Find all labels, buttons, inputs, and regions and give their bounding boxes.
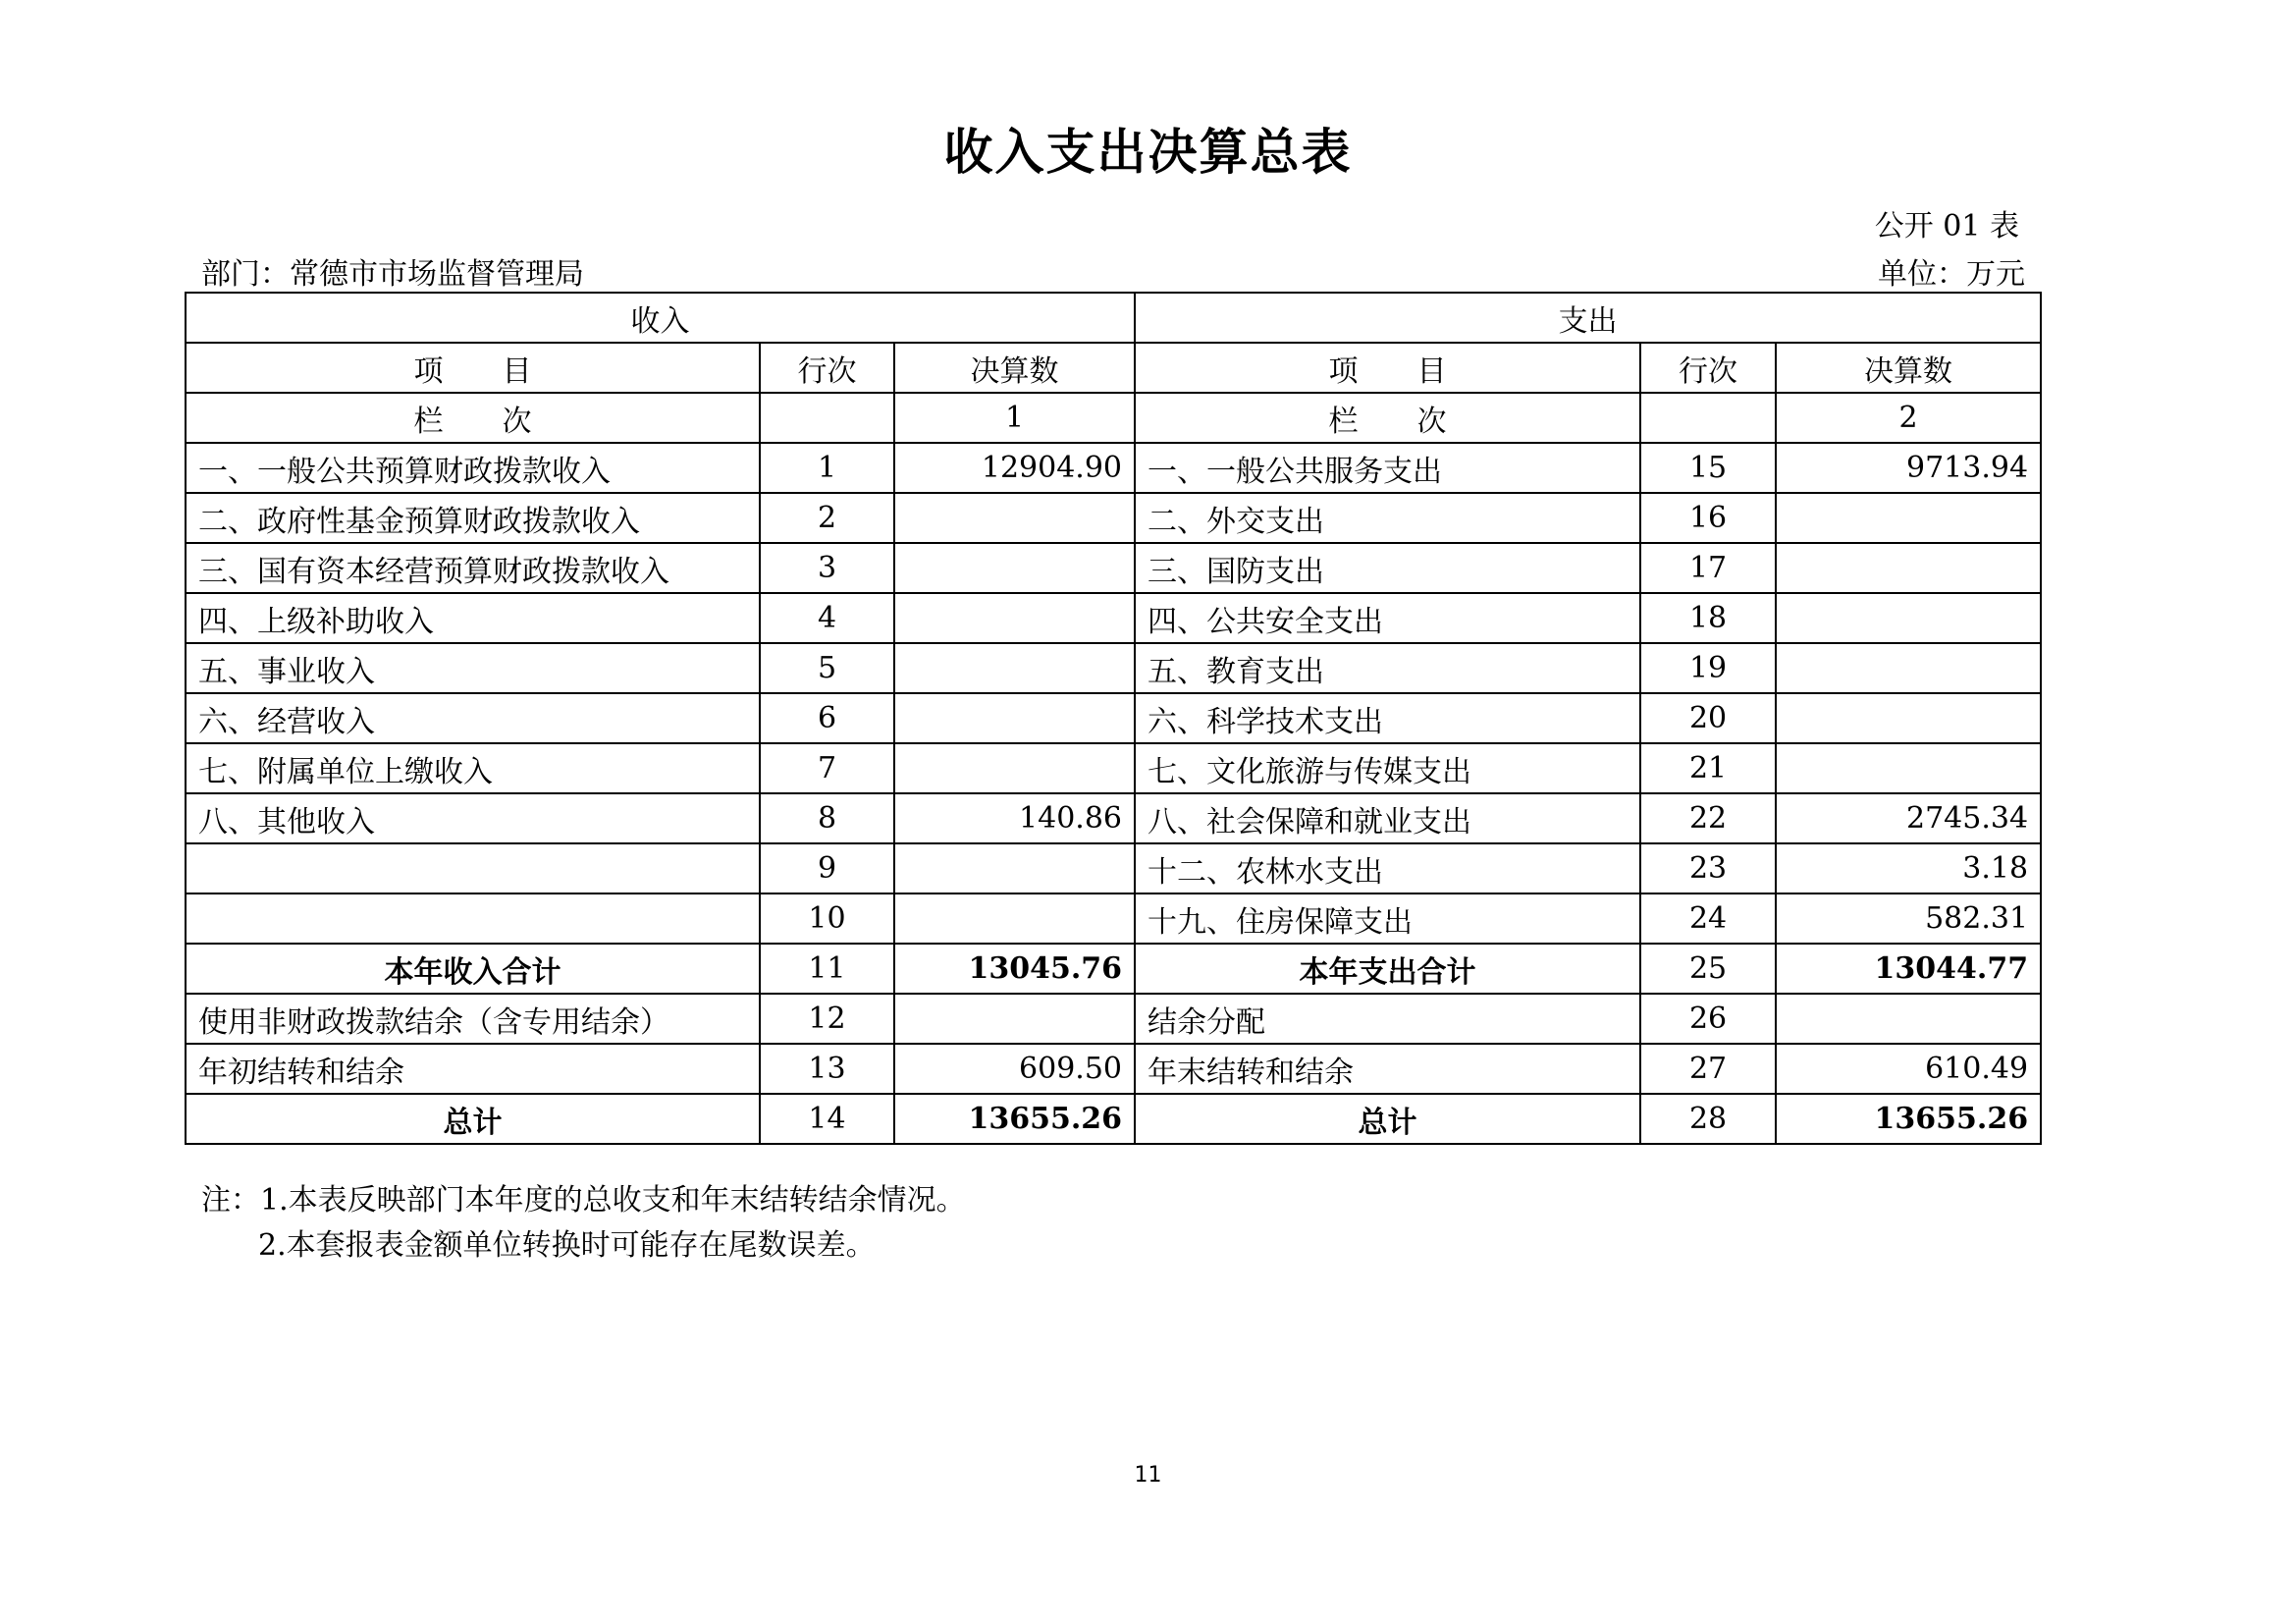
expense-amount-cell: 3.18 [1776,843,2041,893]
income-header: 收入 [186,293,1135,343]
income-amount-cell: 140.86 [894,793,1135,843]
expense-item-cell: 结余分配 [1135,994,1640,1044]
income-amount-cell [894,643,1135,693]
expense-amount-cell: 13655.26 [1776,1094,2041,1144]
expense-item-cell: 六、科学技术支出 [1135,693,1640,743]
income-amount-cell: 13655.26 [894,1094,1135,1144]
income-row-no-cell: 10 [760,893,894,944]
expense-row-no-cell: 18 [1640,593,1776,643]
expense-row-no-cell: 23 [1640,843,1776,893]
table-row [186,693,2041,743]
income-lan-ci-empty [760,393,894,443]
expense-amount-cell [1776,994,2041,1044]
income-amount-cell: 12904.90 [894,443,1135,493]
income-row-no-cell: 13 [760,1044,894,1094]
table-row [186,1044,2041,1094]
expense-item-cell: 四、公共安全支出 [1135,593,1640,643]
expense-row-no-cell: 22 [1640,793,1776,843]
lan-ci-row [186,393,2041,443]
income-item-cell: 五、事业收入 [186,643,760,693]
expense-row-no-cell: 26 [1640,994,1776,1044]
income-amount-cell [894,994,1135,1044]
note-2: 2.本套报表金额单位转换时可能存在尾数误差。 [258,1228,876,1263]
expense-row-no-cell: 19 [1640,643,1776,693]
income-item-cell: 八、其他收入 [186,793,760,843]
income-amount-cell [894,743,1135,793]
income-row-no-cell: 11 [760,944,894,994]
expense-amount-cell [1776,493,2041,543]
income-amount-cell [894,843,1135,893]
expense-amount-cell [1776,543,2041,593]
expense-item-cell: 一、一般公共服务支出 [1135,443,1640,493]
expense-amount-cell [1776,643,2041,693]
expense-item-cell: 本年支出合计 [1135,944,1640,994]
income-item-cell [186,843,760,893]
expense-amount-cell: 582.31 [1776,893,2041,944]
income-item-cell [186,893,760,944]
income-amount-cell: 609.50 [894,1044,1135,1094]
income-row-no-cell: 5 [760,643,894,693]
income-row-no-cell: 6 [760,693,894,743]
expense-item-header: 项 目 [1135,343,1640,393]
income-item-cell: 六、经营收入 [186,693,760,743]
expense-amount-cell [1776,593,2041,643]
income-row-header: 行次 [760,343,894,393]
income-row-no-cell: 3 [760,543,894,593]
income-item-cell: 二、政府性基金预算财政拨款收入 [186,493,760,543]
expense-item-cell: 总计 [1135,1094,1640,1144]
table-row [186,793,2041,843]
table-row [186,543,2041,593]
table-row [186,994,2041,1044]
department-label: 部门：常德市市场监督管理局 [201,257,584,292]
expense-lan-no: 2 [1776,393,2041,443]
column-header-row [186,343,2041,393]
table-row [186,643,2041,693]
income-amount-header: 决算数 [894,343,1135,393]
expense-item-cell: 十九、住房保障支出 [1135,893,1640,944]
expense-row-no-cell: 28 [1640,1094,1776,1144]
income-item-cell: 本年收入合计 [186,944,760,994]
expense-item-cell: 年末结转和结余 [1135,1044,1640,1094]
expense-amount-cell: 9713.94 [1776,443,2041,493]
income-item-cell: 三、国有资本经营预算财政拨款收入 [186,543,760,593]
table-row [186,1094,2041,1144]
income-amount-cell [894,893,1135,944]
income-lan-no: 1 [894,393,1135,443]
table-row [186,743,2041,793]
income-amount-cell: 13045.76 [894,944,1135,994]
expense-row-no-cell: 20 [1640,693,1776,743]
income-lan-ci: 栏 次 [186,393,760,443]
expense-row-header: 行次 [1640,343,1776,393]
expense-row-no-cell: 27 [1640,1044,1776,1094]
table-row [186,843,2041,893]
income-item-cell: 一、一般公共预算财政拨款收入 [186,443,760,493]
income-amount-cell [894,493,1135,543]
income-row-no-cell: 14 [760,1094,894,1144]
expense-amount-cell: 13044.77 [1776,944,2041,994]
expense-row-no-cell: 24 [1640,893,1776,944]
expense-item-cell: 三、国防支出 [1135,543,1640,593]
expense-amount-cell: 610.49 [1776,1044,2041,1094]
income-item-cell: 总计 [186,1094,760,1144]
expense-amount-cell [1776,743,2041,793]
expense-item-cell: 五、教育支出 [1135,643,1640,693]
unit-label: 单位：万元 [1878,257,2025,292]
income-amount-cell [894,593,1135,643]
expense-item-cell: 八、社会保障和就业支出 [1135,793,1640,843]
income-amount-cell [894,543,1135,593]
expense-header: 支出 [1135,293,2041,343]
expense-item-cell: 十二、农林水支出 [1135,843,1640,893]
expense-item-cell: 二、外交支出 [1135,493,1640,543]
notes [201,1178,966,1269]
expense-item-cell: 七、文化旅游与传媒支出 [1135,743,1640,793]
expense-row-no-cell: 17 [1640,543,1776,593]
income-item-cell: 年初结转和结余 [186,1044,760,1094]
income-row-no-cell: 8 [760,793,894,843]
table-row [186,893,2041,944]
page-title: 收入支出决算总表 [943,123,1353,181]
expense-lan-ci: 栏 次 [1135,393,1640,443]
income-row-no-cell: 2 [760,493,894,543]
income-item-cell: 使用非财政拨款结余（含专用结余） [186,994,760,1044]
income-amount-cell [894,693,1135,743]
table-row [186,944,2041,994]
expense-row-no-cell: 25 [1640,944,1776,994]
section-header-row [186,293,2041,343]
income-row-no-cell: 7 [760,743,894,793]
note-1: 注：1.本表反映部门本年度的总收支和年末结转结余情况。 [201,1183,966,1218]
table-row [186,493,2041,543]
income-row-no-cell: 1 [760,443,894,493]
expense-row-no-cell: 15 [1640,443,1776,493]
expense-amount-header: 决算数 [1776,343,2041,393]
expense-amount-cell [1776,693,2041,743]
income-row-no-cell: 12 [760,994,894,1044]
income-item-cell: 四、上级补助收入 [186,593,760,643]
expense-lan-ci-empty [1640,393,1776,443]
expense-amount-cell: 2745.34 [1776,793,2041,843]
table-row [186,443,2041,493]
expense-row-no-cell: 21 [1640,743,1776,793]
page-number: 11 [1134,1463,1162,1488]
income-item-cell: 七、附属单位上缴收入 [186,743,760,793]
expense-row-no-cell: 16 [1640,493,1776,543]
table-row [186,593,2041,643]
income-item-header: 项 目 [186,343,760,393]
income-expense-table [185,292,2042,1145]
form-number: 公开 01 表 [1874,209,2019,244]
income-row-no-cell: 9 [760,843,894,893]
income-row-no-cell: 4 [760,593,894,643]
